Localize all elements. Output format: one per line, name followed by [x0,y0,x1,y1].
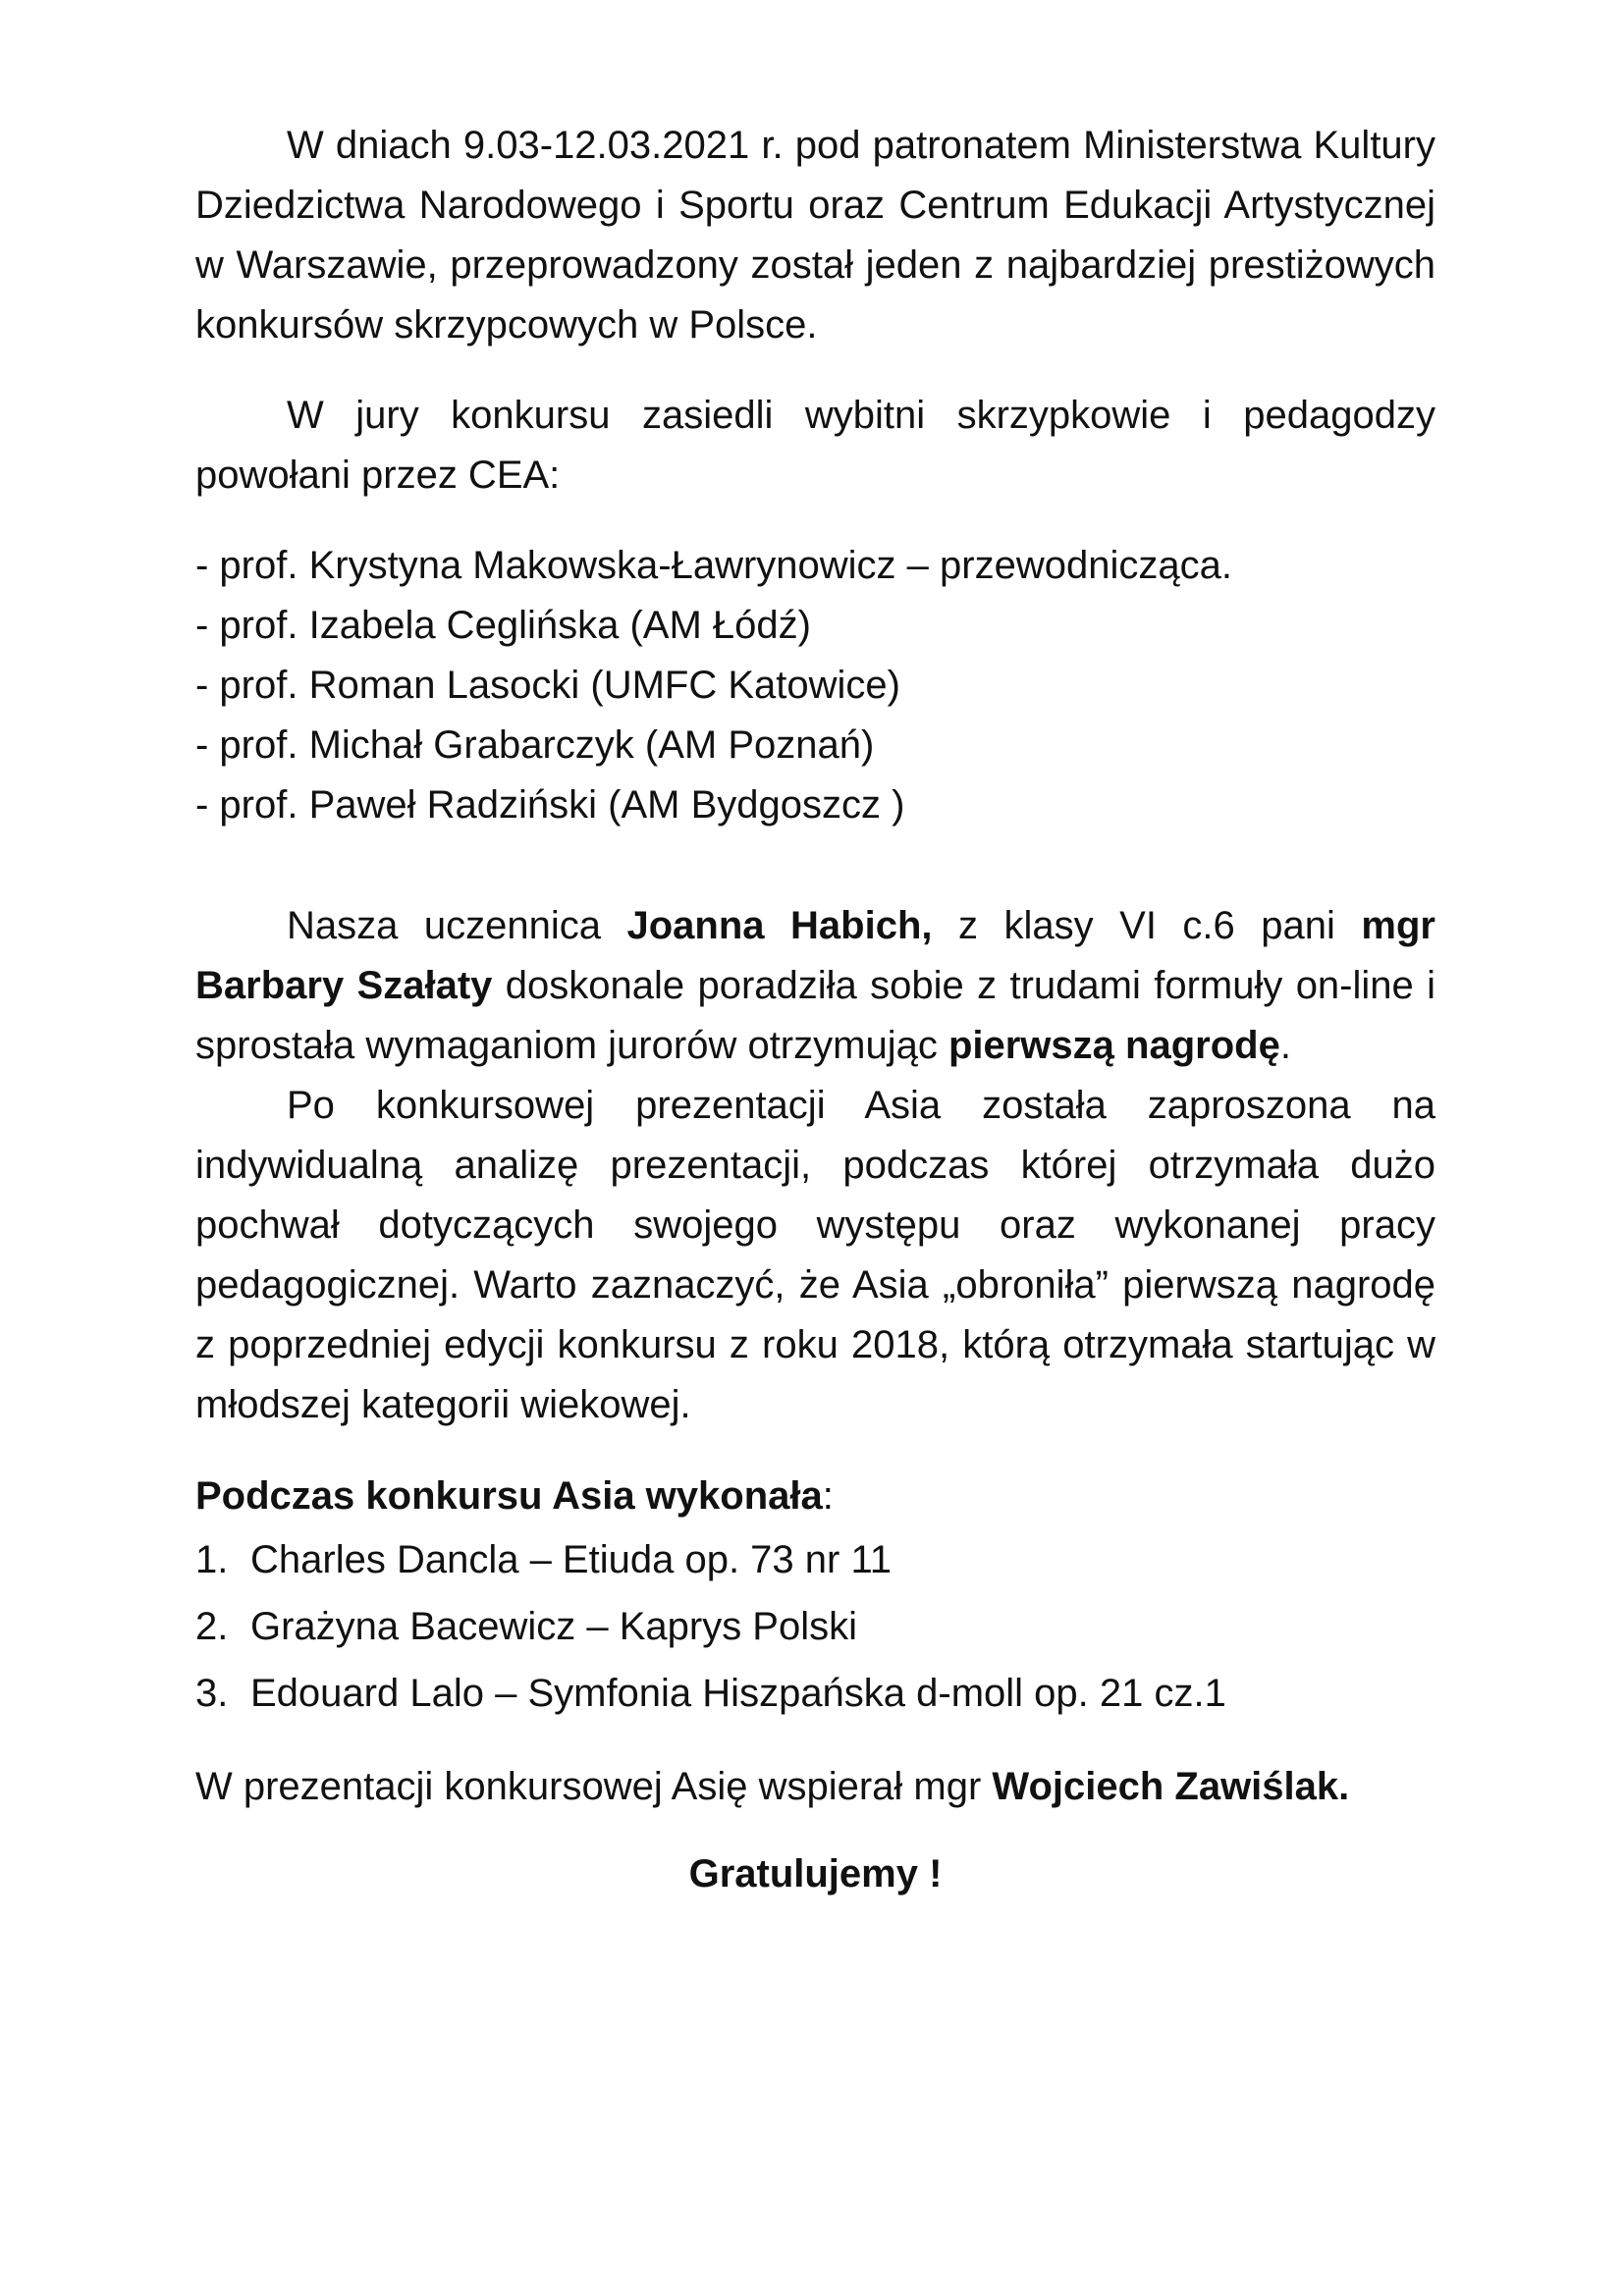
presentation-paragraph: Po konkursowej prezentacji Asia została zaproszona na indywidualną analizę prezentacji, podczas której otrzymała dużo pochwał dotyczących swojego występu oraz wykonanej pracy pedagogicznej. Warto zaznaczyć, że Asia „obroniła” pierwszą nagrodę z poprzedniej edycji konkursu z roku 2018, którą otrzymała startując w młodszej kategorii wiekowej. [195,1084,1435,1426]
closing-paragraph [195,1757,1435,1817]
item-number: 3. [195,1672,229,1715]
item-text: Edouard Lalo – Symfonia Hiszpańska d-moll op. 21 cz.1 [250,1672,1226,1715]
closing-text: W prezentacji konkursowej Asię wspierał mgr [195,1765,993,1808]
repertoire-item [195,1664,1435,1724]
teacher-name: mgr Barbary Szałaty [195,904,1435,1007]
repertoire-list [195,1530,1435,1724]
jury-intro-paragraph: W jury konkursu zasiedli wybitni skrzypkowie i pedagodzy powołani przez CEA: [195,394,1435,497]
jury-member: - prof. Paweł Radziński (AM Bydgoszcz ) [195,783,905,827]
repertoire-heading-colon: : [822,1474,834,1518]
item-number: 1. [195,1538,229,1581]
award-name: pierwszą nagrodę [947,1024,1280,1067]
achievement-text: . [1279,1024,1291,1067]
accompanist-name: Wojciech Zawiślak. [992,1765,1350,1808]
repertoire-heading [195,1467,1435,1526]
achievement-text: Nasza uczennica [287,904,627,947]
achievement-text: z klasy VI c.6 pani [932,904,1362,947]
student-name: Joanna Habich, [626,904,933,947]
jury-member: - prof. Krystyna Makowska-Ławrynowicz – przewodnicząca. [195,544,1232,587]
congratulations-heading: Gratulujemy ! [688,1852,943,1896]
repertoire-item [195,1530,1435,1590]
item-text: Charles Dancla – Etiuda op. 73 nr 11 [250,1538,892,1581]
item-text: Grażyna Bacewicz – Kaprys Polski [250,1605,858,1648]
jury-member: - prof. Michał Grabarczyk (AM Poznań) [195,723,875,767]
achievement-paragraph [195,896,1435,1076]
intro-paragraph: W dniach 9.03-12.03.2021 r. pod patronatem Ministerstwa Kultury Dziedzictwa Narodowego i Sportu oraz Centrum Edukacji Artystycznej w Warszawie, przeprowadzony został jeden z najbardziej prestiżowych konkursów skrzypcowych w Polsce. [195,124,1435,347]
item-number: 2. [195,1605,229,1648]
jury-member: - prof. Roman Lasocki (UMFC Katowice) [195,664,900,707]
repertoire-heading-text: Podczas konkursu Asia wykonała [195,1474,823,1518]
jury-list [195,536,1435,835]
achievement-text: doskonale poradziła sobie z trudami formuły on-line i sprostała wymaganiom jurorów otrzymując [195,964,1436,1067]
repertoire-item [195,1597,1435,1657]
jury-member: - prof. Izabela Ceglińska (AM Łódź) [195,604,811,647]
